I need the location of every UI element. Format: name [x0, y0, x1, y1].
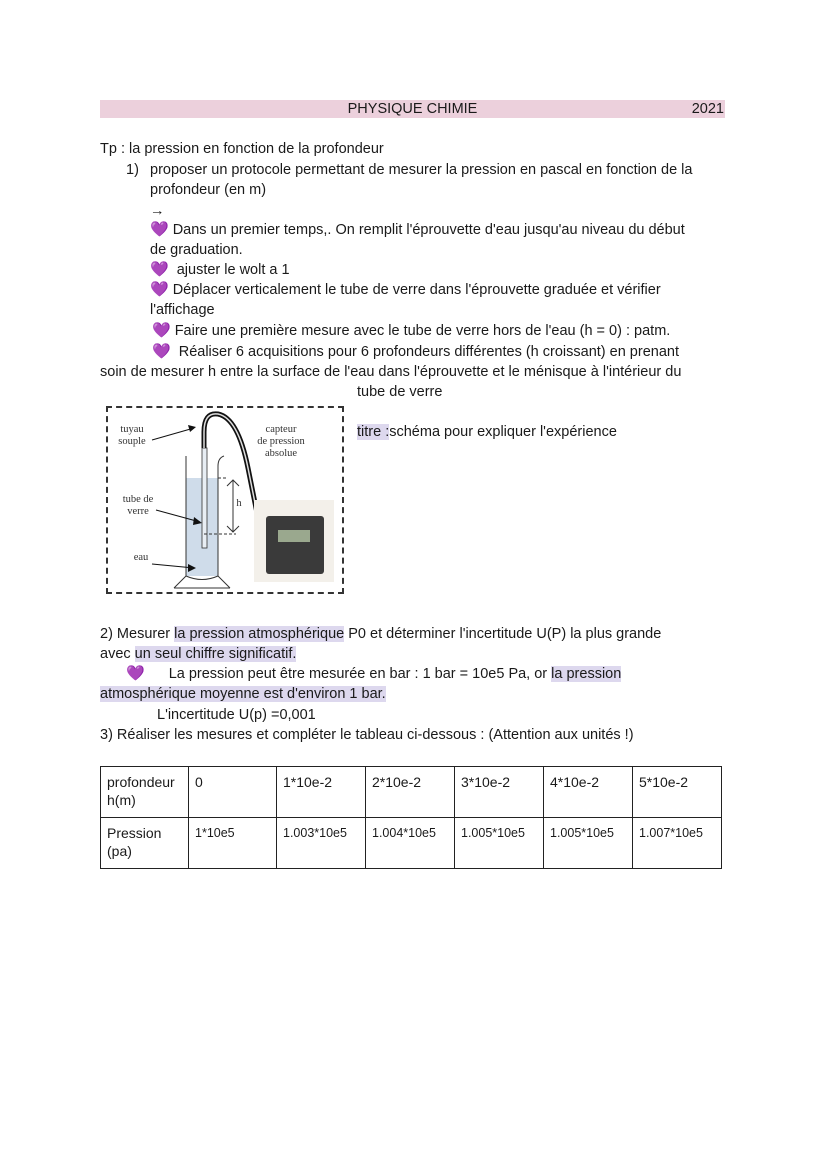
step-1	[150, 220, 685, 240]
q1-text-line1: proposer un protocole permettant de mesurer la pression en pascal en fonction de la	[150, 162, 693, 178]
arrow-hose	[152, 428, 194, 440]
heart-icon: 💜	[152, 322, 171, 339]
step-5-cont2: tube de verre	[357, 384, 443, 400]
step-2-text: ajuster le wolt a 1	[172, 262, 290, 278]
table-cell: 1.005*10e5	[544, 818, 633, 869]
label-capteur: capteur de pression absolue	[257, 424, 305, 459]
q2-uncertainty: L'incertitude U(p) =0,001	[157, 707, 316, 723]
step-3	[150, 280, 661, 300]
step-5-cont: soin de mesurer h entre la surface de l'eau dans l'éprouvette et le ménisque à l'intérieur du	[100, 364, 682, 380]
cylinder-right-wall	[218, 456, 224, 576]
step-4	[152, 321, 670, 341]
q3-text: 3) Réaliser les mesures et compléter le tableau ci-dessous : (Attention aux unités !)	[100, 727, 634, 743]
table-row-pressure	[101, 818, 722, 869]
table-cell: 1.003*10e5	[277, 818, 366, 869]
q1-number: 1)	[126, 162, 139, 178]
header-year: 2021	[691, 101, 724, 117]
heart-icon: 💜	[152, 343, 171, 360]
table-cell: 1.005*10e5	[455, 818, 544, 869]
table-cell: 5*10e-2	[633, 767, 722, 818]
label-tube-de-verre: tube de verre	[122, 494, 154, 517]
row-header-depth: profondeur h(m)	[101, 767, 189, 818]
step-2	[150, 260, 290, 280]
heart-icon: 💜	[150, 221, 169, 238]
table-cell: 1*10e-2	[277, 767, 366, 818]
q2-line3: 💜 La pression peut être mesurée en bar : 1 bar = 10e5 Pa, or la pression	[126, 665, 622, 682]
label-tuyau-souple: tuyau souple	[118, 424, 146, 447]
step-5-text: Réaliser 6 acquisitions pour 6 profondeurs différentes (h croissant) en prenant	[174, 344, 679, 360]
table-cell: 1*10e5	[189, 818, 277, 869]
step-5	[152, 342, 679, 362]
measurements-table	[100, 766, 722, 869]
table-cell: 0	[189, 767, 277, 818]
cylinder-base	[174, 576, 230, 588]
experiment-figure	[106, 406, 344, 594]
q2-line1: 2) Mesurer la pression atmosphérique P0 et déterminer l'incertitude U(P) la plus grande	[100, 626, 662, 642]
table-cell: 2*10e-2	[366, 767, 455, 818]
step-1-cont: de graduation.	[150, 242, 243, 258]
q2-line4: atmosphérique moyenne est d'environ 1 bar.	[100, 686, 386, 702]
step-4-text: Faire une première mesure avec le tube de verre hors de l'eau (h = 0) : patm.	[174, 323, 671, 339]
q2-line2: avec un seul chiffre significatif.	[100, 646, 297, 662]
table-row-depth	[101, 767, 722, 818]
table-cell: 3*10e-2	[455, 767, 544, 818]
q1-text-line2: profondeur (en m)	[150, 182, 267, 198]
pressure-sensor-device	[266, 516, 324, 574]
step-3-text: Déplacer verticalement le tube de verre dans l'éprouvette graduée et vérifier	[172, 282, 661, 298]
cylinder-bottom	[186, 576, 218, 580]
label-eau: eau	[133, 552, 149, 563]
header-title: PHYSIQUE CHIMIE	[347, 101, 478, 117]
tp-title: Tp : la pression en fonction de la profondeur	[100, 141, 384, 157]
step-1-text: Dans un premier temps,. On remplit l'éprouvette d'eau jusqu'au niveau du début	[172, 222, 685, 238]
sensor-display	[278, 530, 310, 542]
glass-tube	[202, 448, 207, 548]
step-3-cont: l'affichage	[150, 302, 215, 318]
figure-caption: titre :schéma pour expliquer l'expérience	[357, 424, 617, 440]
heart-icon: 💜	[126, 665, 145, 682]
table-cell: 4*10e-2	[544, 767, 633, 818]
label-h: h	[236, 498, 242, 509]
table-cell: 1.004*10e5	[366, 818, 455, 869]
heart-icon: 💜	[150, 261, 169, 278]
table-cell: 1.007*10e5	[633, 818, 722, 869]
arrow: →	[150, 203, 165, 219]
heart-icon: 💜	[150, 281, 169, 298]
row-header-pressure: Pression (pa)	[101, 818, 189, 869]
